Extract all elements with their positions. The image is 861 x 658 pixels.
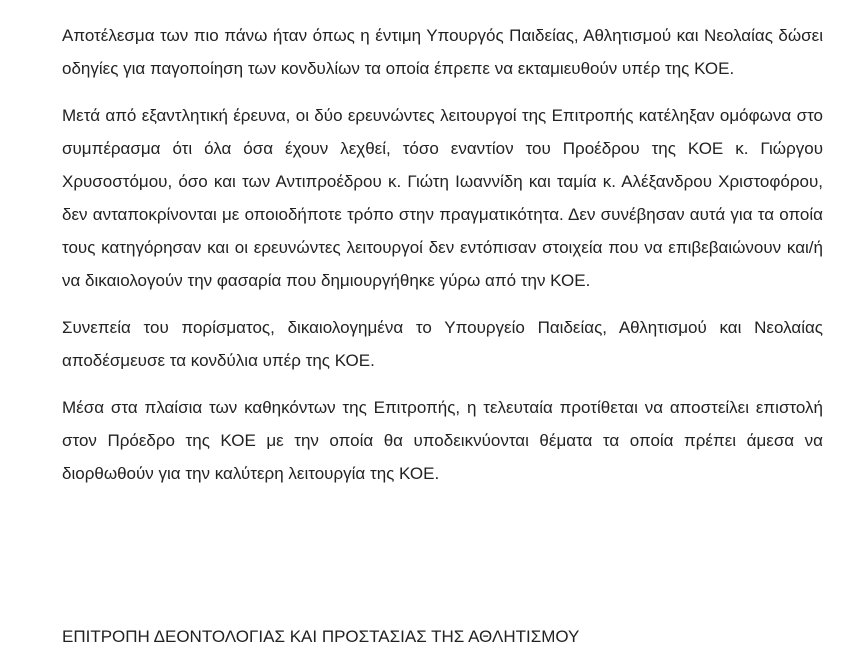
- document-body: [62, 19, 823, 504]
- paragraph-funds-released: Συνεπεία του πορίσματος, δικαιολογημένα το Υπουργείο Παιδείας, Αθλητισμού και Νεολαίας αποδέσμευσε τα κονδύλια υπέρ της ΚΟΕ.: [62, 318, 823, 370]
- paragraph-investigation-findings: Μετά από εξαντλητική έρευνα, οι δύο ερευνώντες λειτουργοί της Επιτροπής κατέληξαν ομόφωνα στο συμπέρασμα ότι όλα όσα έχουν λεχθεί, τόσο εναντίον του Προέδρου της ΚΟΕ κ. Γιώργου Χρυσοστόμου, όσο και των Αντιπροέδρου κ. Γιώτη Ιωαννίδη και ταμία κ. Αλέξανδρου Χριστοφόρου, δεν ανταποκρίνονται με οποιοδήποτε τρόπο στην πραγματικότητα. Δεν συνέβησαν αυτά για τα οποία τους κατηγόρησαν και οι ερευνώντες λειτουργοί δεν εντόπισαν στοιχεία που να επιβεβαιώνουν και/ή να δικαιολογούν την φασαρία που δημιουργήθηκε γύρω από την ΚΟΕ.: [62, 106, 823, 290]
- paragraph-letter-to-president: Μέσα στα πλαίσια των καθηκόντων της Επιτροπής, η τελευταία προτίθεται να αποστείλει επιστολή στον Πρόεδρο της ΚΟΕ με την οποία θα υποδεικνύονται θέματα τα οποία πρέπει άμεσα να διορθωθούν για την καλύτερη λειτουργία της ΚΟΕ.: [62, 398, 823, 483]
- paragraph-funding-freeze: Αποτέλεσμα των πιο πάνω ήταν όπως η έντιμη Υπουργός Παιδείας, Αθλητισμού και Νεολαίας δώσει οδηγίες για παγοποίηση των κονδυλίων τα οποία έπρεπε να εκταμιευθούν υπέρ της ΚΟΕ.: [62, 26, 823, 78]
- committee-signature: ΕΠΙΤΡΟΠΗ ΔΕΟΝΤΟΛΟΓΙΑΣ ΚΑΙ ΠΡΟΣΤΑΣΙΑΣ ΤΗΣ ΑΘΛΗΤΙΣΜΟΥ: [62, 627, 580, 646]
